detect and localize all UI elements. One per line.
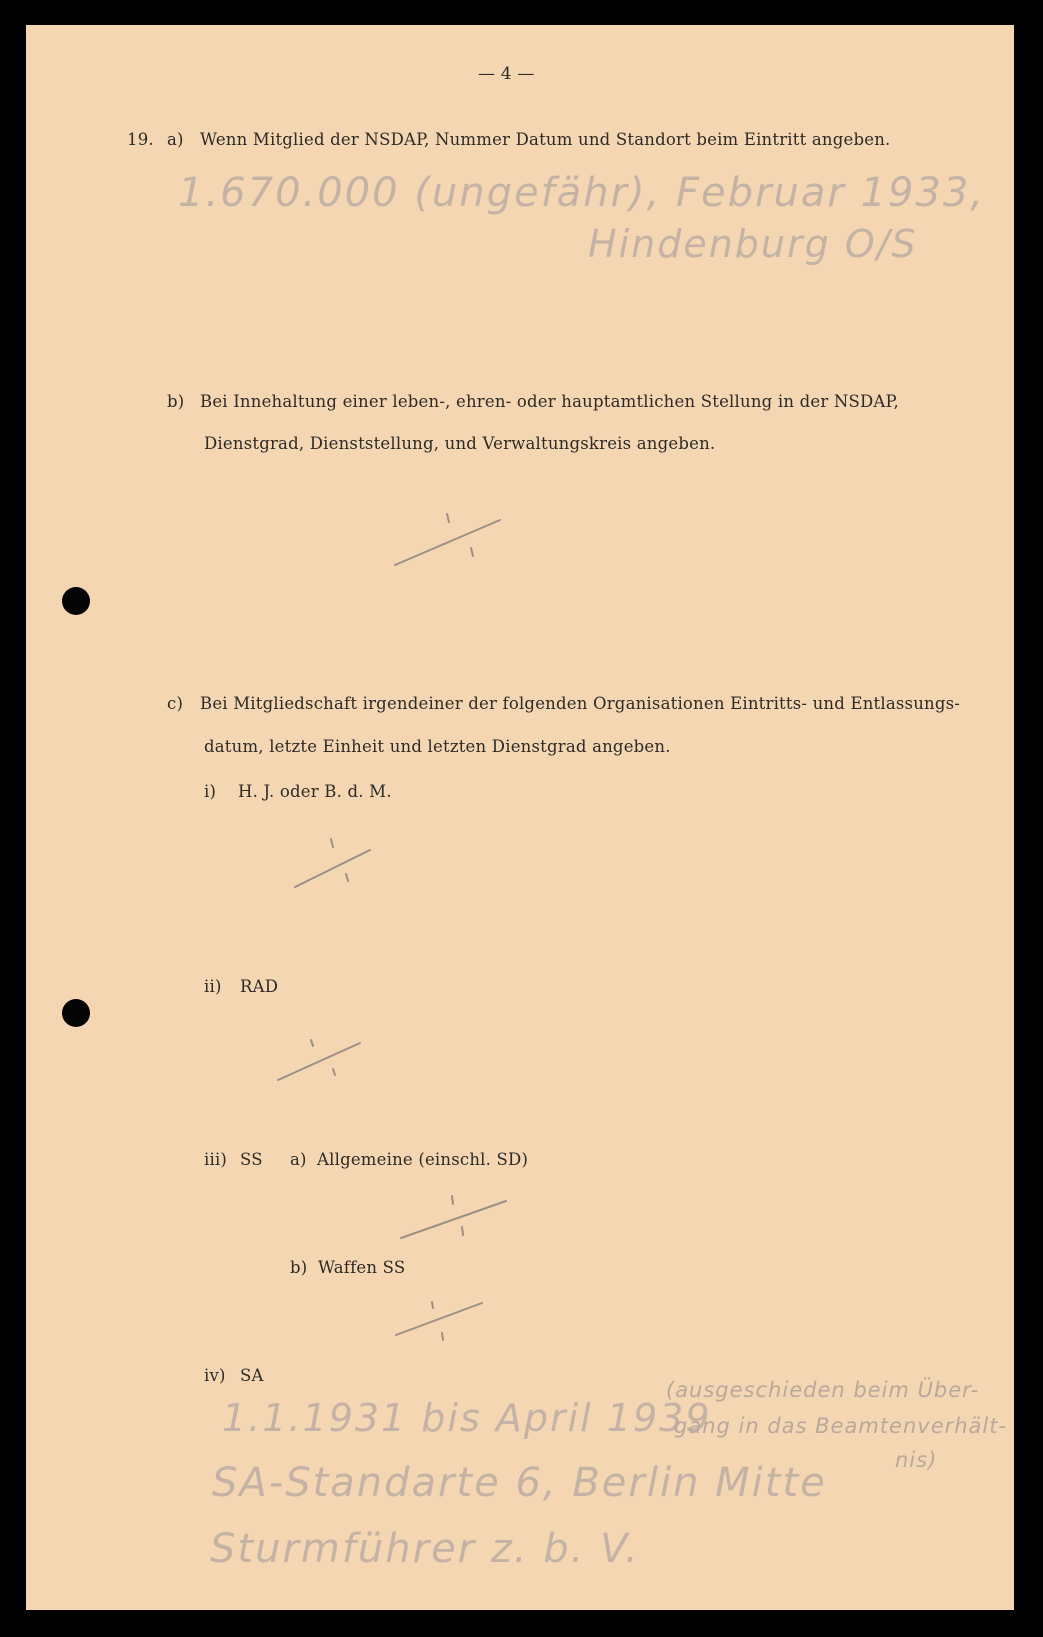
answer-a-line1: 1.670.000 (ungefähr), Februar 1933, <box>178 170 986 216</box>
question-c-label: c) <box>167 694 184 713</box>
item-i-label: i) <box>204 782 217 801</box>
item-iii-b-label: b) <box>290 1258 308 1277</box>
question-b-label: b) <box>167 392 185 411</box>
question-a-text: Wenn Mitglied der NSDAP, Nummer Datum und Standort beim Eintritt angeben. <box>200 130 891 149</box>
answer-iv-note1: (ausgeschieden beim Über- <box>666 1378 980 1402</box>
no-entry-mark-iii-a <box>401 1201 506 1238</box>
answer-iv-line2: SA-Standarte 6, Berlin Mitte <box>212 1460 827 1506</box>
question-c-text-line2: datum, letzte Einheit und letzten Dienstgrad angeben. <box>204 737 671 756</box>
question-a-label: a) <box>167 130 184 149</box>
item-iv-label: iv) <box>204 1366 226 1385</box>
item-iv-text: SA <box>240 1366 264 1385</box>
question-b-text-line1: Bei Innehaltung einer leben-, ehren- oder hauptamtlichen Stellung in der NSDAP, <box>200 392 899 411</box>
no-entry-mark-b <box>395 520 500 565</box>
question-c-text-line1: Bei Mitgliedschaft irgendeiner der folgenden Organisationen Eintritts- und Entlassungs- <box>200 694 961 713</box>
item-ii-label: ii) <box>204 977 222 996</box>
item-ii-text: RAD <box>240 977 279 996</box>
item-iii-text: SS <box>240 1150 263 1169</box>
page-number: — 4 — <box>478 64 535 84</box>
item-i-text: H. J. oder B. d. M. <box>238 782 392 801</box>
no-entry-mark-i <box>295 850 370 887</box>
item-iii-a-text: Allgemeine (einschl. SD) <box>317 1150 529 1169</box>
no-entry-mark-iii-b <box>396 1303 482 1335</box>
answer-iv-note2: gang in das Beamtenverhält- <box>674 1414 1008 1438</box>
question-b-text-line2: Dienstgrad, Dienststellung, und Verwaltungskreis angeben. <box>204 434 716 453</box>
answer-iv-line3: Sturmführer z. b. V. <box>210 1526 640 1572</box>
question-number: 19. <box>127 130 154 149</box>
item-iii-b-text: Waffen SS <box>318 1258 406 1277</box>
answer-a-line2: Hindenburg O/S <box>588 222 918 266</box>
item-iii-label: iii) <box>204 1150 228 1169</box>
no-entry-mark-ii <box>278 1043 360 1080</box>
answer-iv-line1: 1.1.1931 bis April 1939 <box>222 1396 712 1440</box>
answer-iv-note3: nis) <box>895 1448 938 1472</box>
item-iii-a-label: a) <box>290 1150 307 1169</box>
